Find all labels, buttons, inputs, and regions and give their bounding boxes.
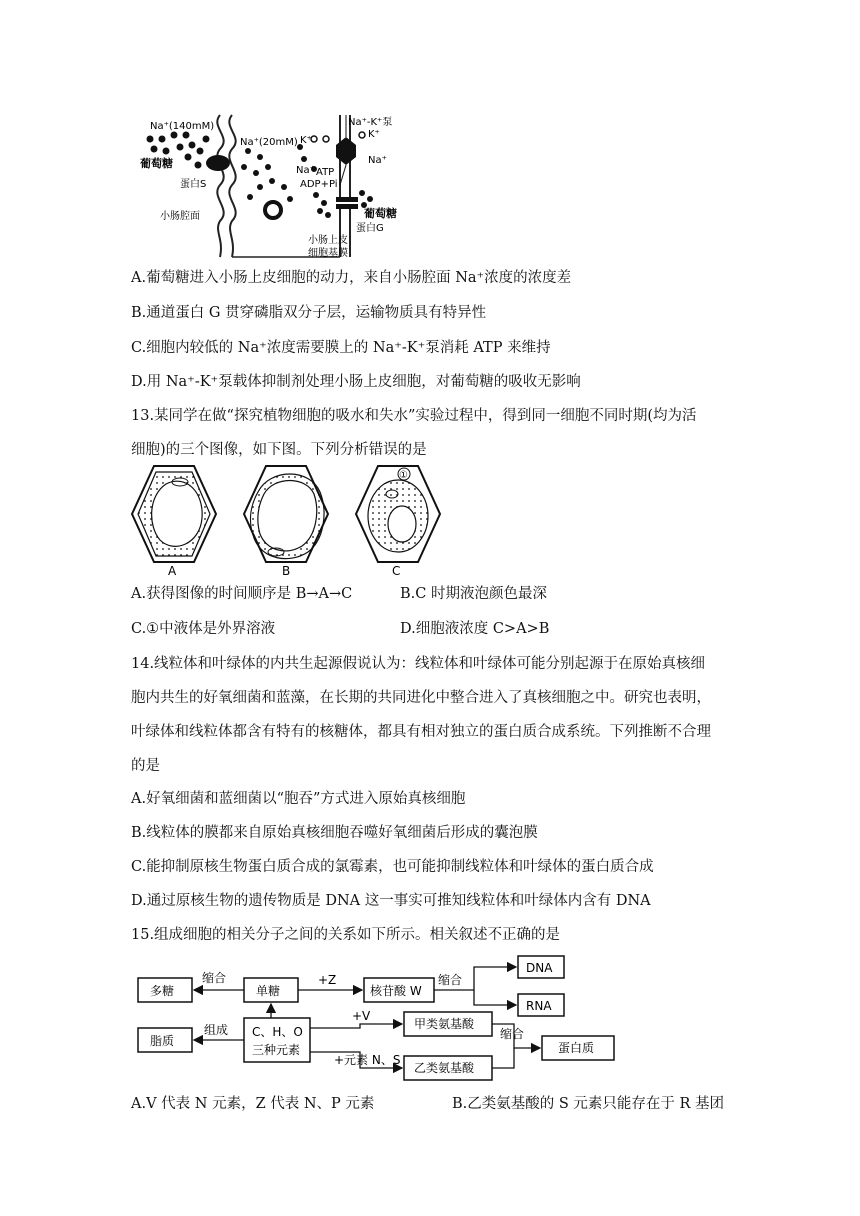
basal-label-1: 小肠上皮 [308,235,348,246]
marker-1: ① [399,470,408,481]
nucleotide-box: 核苷酸 W [370,984,422,998]
q13-option-a: A.获得图像的时间顺序是 B→A→C [131,586,353,602]
molecule-relationship-diagram [130,948,620,1084]
fig-label-c: C [392,564,401,578]
q15-stem: 15.组成细胞的相关分子之间的关系如下所示。相关叙述不正确的是 [131,927,561,943]
compose-label: 组成 [204,1023,229,1037]
protein-s-label: 蛋白S [180,179,207,190]
glucose-right-label: 葡萄糖 [364,207,397,220]
cell-a [132,466,216,562]
q13-option-d: D.细胞液浓度 C>A>B [400,621,550,637]
q12-option-b: B.通道蛋白 G 贯穿磷脂双分子层，运输物质具有特异性 [131,305,487,321]
na-out-label: Na⁺(140mM) [150,121,215,132]
k-label-2: K⁺ [368,129,380,140]
q12-option-c: C.细胞内较低的 Na⁺浓度需要膜上的 Na⁺-K⁺泵消耗 ATP 来维持 [131,340,551,356]
fig-label-b: B [282,564,291,578]
q14-option-a: A.好氧细菌和蓝细菌以“胞吞”方式进入原始真核细胞 [131,791,466,807]
q13-stem-1: 13.某同学在做“探究植物细胞的吸水和失水”实验过程中，得到同一细胞不同时期(均为活 [131,408,697,424]
q14-stem-4: 的是 [131,758,160,774]
q13-stem-2: 细胞)的三个图像，如下图。下列分析错误的是 [131,442,427,458]
amino-acid-a-box: 甲类氨基酸 [414,1017,475,1031]
adp-label: ADP+Pi [300,179,338,190]
q15-option-a: A.V 代表 N 元素，Z 代表 N、P 元素 [131,1096,375,1112]
k-label-1: K⁺ [300,135,312,146]
dna-box: DNA [526,961,553,975]
plus-z-label: +Z [318,973,337,987]
q14-option-d: D.通过原核生物的遗传物质是 DNA 这一事实可推知线粒体和叶绿体内含有 DNA [131,893,651,909]
protein-box: 蛋白质 [558,1041,595,1055]
cho-line-1: C、H、O [252,1025,303,1039]
q14-stem-2: 胞内共生的好氧细菌和蓝藻，在长期的共同进化中整合进入了真核细胞之中。研究也表明， [131,690,711,706]
na-in-label: Na⁺(20mM) [240,137,298,148]
q15-option-b: B.乙类氨基酸的 S 元素只能存在于 R 基团 [452,1096,725,1112]
q14-stem-1: 14.线粒体和叶绿体的内共生起源假说认为：线粒体和叶绿体可能分别起源于在原始真核细 [131,656,706,672]
polysaccharide-box: 多糖 [150,984,175,998]
lumen-label: 小肠腔面 [160,211,200,222]
cho-line-2: 三种元素 [252,1043,301,1057]
na-atp-label: Na⁺ [296,165,315,176]
rna-box: RNA [526,999,552,1013]
plus-ns-label: +元素 N、S [334,1053,401,1067]
q14-stem-3: 叶绿体和线粒体都含有特有的核糖体，都具有相对独立的蛋白质合成系统。下列推断不合理 [131,724,711,740]
lipid-box: 脂质 [150,1034,175,1048]
monosaccharide-box: 单糖 [256,984,281,998]
plus-v-label: +V [352,1009,371,1023]
q13-option-c: C.①中液体是外界溶液 [131,621,276,637]
condense-label-3: 缩合 [500,1027,525,1041]
na-pump-label: Na⁺ [368,155,387,166]
atp-label: ATP [316,167,335,178]
amino-acid-b-box: 乙类氨基酸 [414,1061,475,1075]
q13-option-b: B.C 时期液泡颜色最深 [400,586,547,602]
cell-b [244,466,328,562]
transport-diagram [140,107,410,263]
condense-label-2: 缩合 [438,973,463,987]
pump-label: Na⁺-K⁺泵 [348,117,393,128]
protein-g-label: 蛋白G [356,223,384,234]
q14-option-c: C.能抑制原核生物蛋白质合成的氯霉素，也可能抑制线粒体和叶绿体的蛋白质合成 [131,859,654,875]
cell-c [356,466,440,562]
q12-option-a: A.葡萄糖进入小肠上皮细胞的动力，来自小肠腔面 Na⁺浓度的浓度差 [131,270,572,286]
basal-label-2: 细胞基膜 [308,248,348,259]
q14-option-b: B.线粒体的膜都来自原始真核细胞吞噬好氧细菌后形成的囊泡膜 [131,825,538,841]
condense-label-1: 缩合 [202,971,227,985]
q12-option-d: D.用 Na⁺-K⁺泵载体抑制剂处理小肠上皮细胞，对葡萄糖的吸收无影响 [131,374,581,390]
fig-label-a: A [168,564,177,578]
glucose-left-label: 葡萄糖 [140,157,173,170]
plant-cells-figure [130,462,450,580]
